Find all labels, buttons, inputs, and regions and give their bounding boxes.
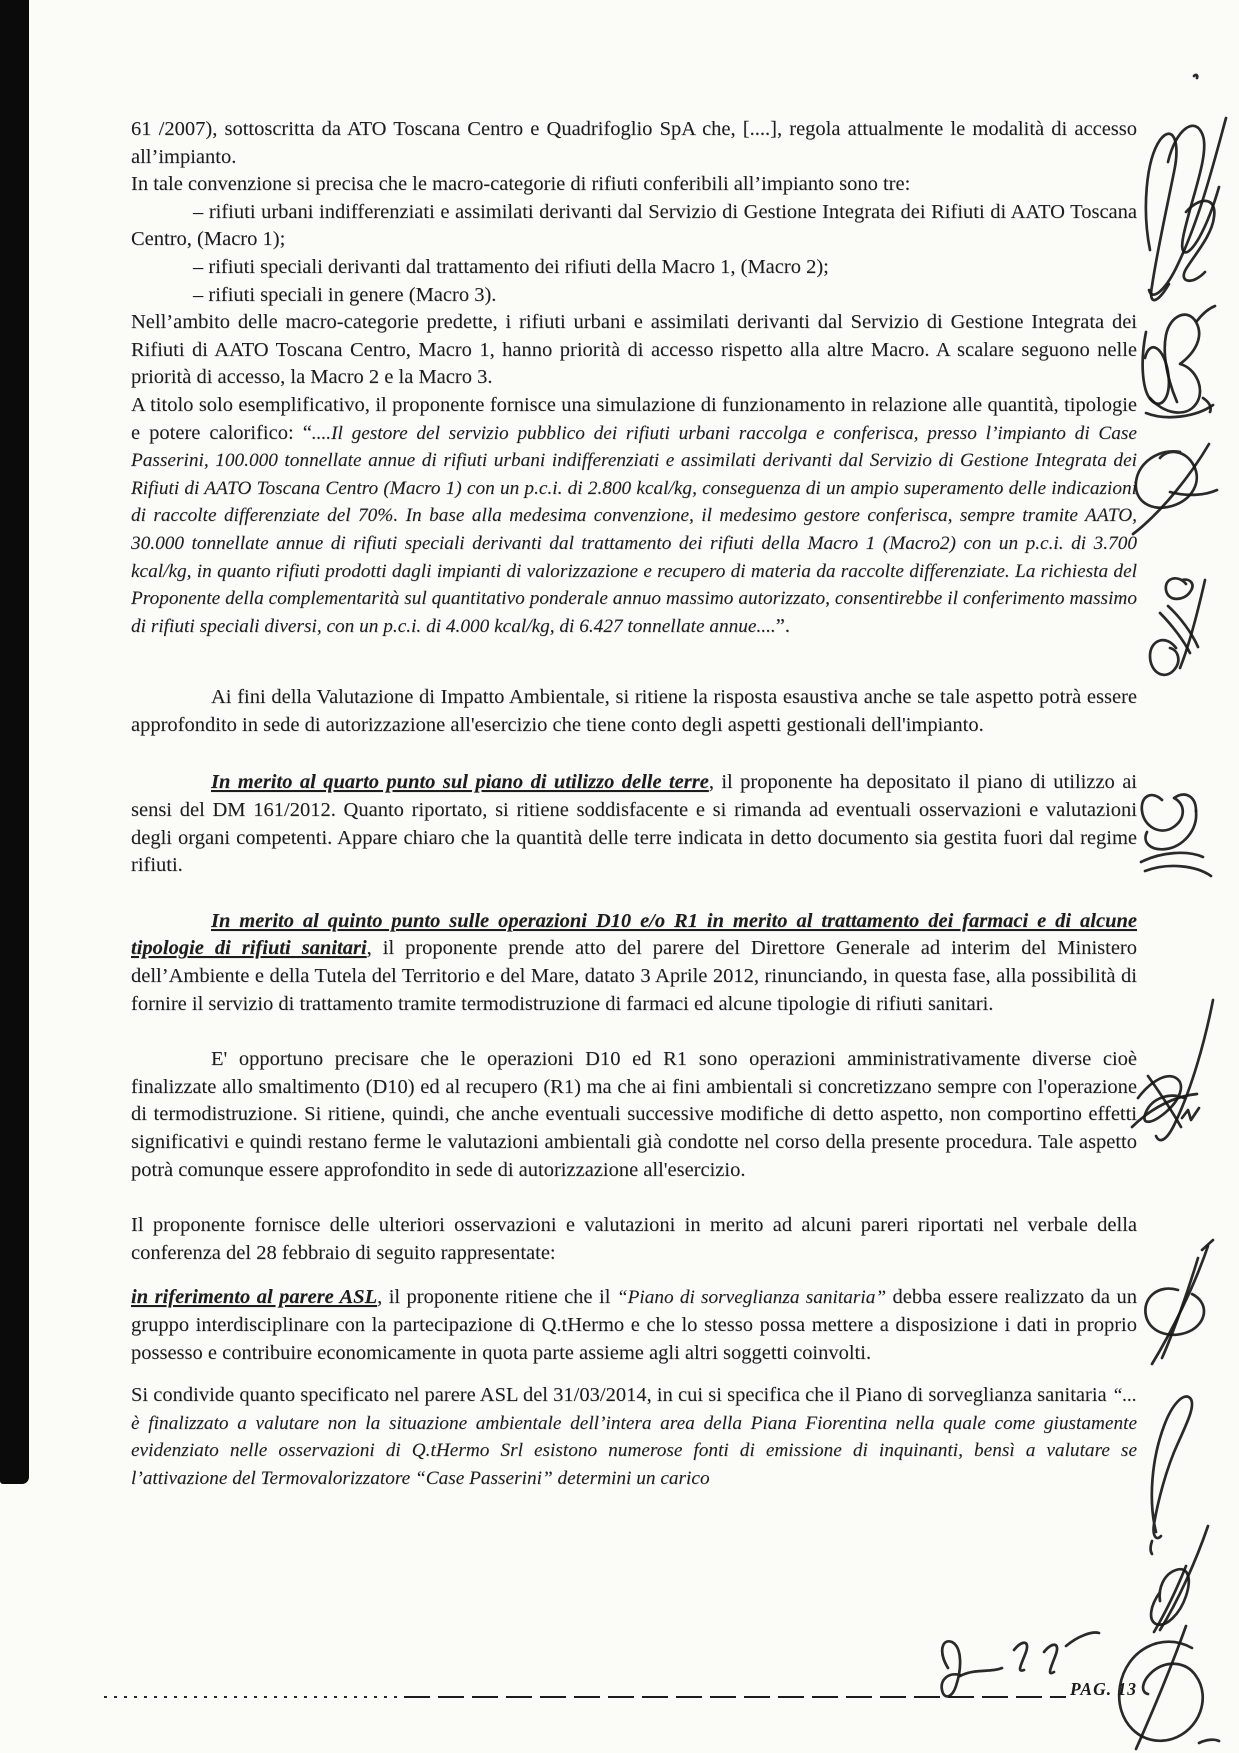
underlined-heading-run: In merito al quinto punto sulle operazioni D10 e/o R1 in merito al trattamento dei farmaci e di alcune tipologie di rifiuti sanitari: [131, 909, 1137, 960]
body-text-run: – rifiuti speciali in genere (Macro 3).: [193, 283, 497, 306]
paragraph-9: [131, 769, 1137, 879]
paragraph-8: [131, 684, 1137, 739]
quoted-italic-run: ....Il gestore del servizio pubblico dei rifiuti urbani raccolga e conferisca, presso l’impianto di Case Passerini, 100.000 tonnellate annue di rifiuti urbani indifferenziati e assimilati derivanti dal Servizio di Gestione Integrata dei Rifiuti di AATO Toscana Centro (Macro 1) con un p.c.i. di 2.800 kcal/kg, conseguenza di un ampio superamento delle indicazioni di raccolte differenziate del 70%. In base alla medesima convenzione, il medesimo gestore conferisca, sempre tramite AATO, 30.000 tonnellate annue di rifiuti speciali derivanti dal trattamento dei rifiuti della Macro 1 (Macro2) con un p.c.i. di 3.700 kcal/kg, in quanto rifiuti prodotti dagli impianti di valorizzazione e recupero di materia da raccolte differenziate. La richiesta del Proponente della complementarità sul quantitativo ponderale annuo massimo autorizzato, consentirebbe il conferimento massimo di rifiuti speciali diversi, con un p.c.i. di 4.000 kcal/kg, di 6.427 tonnellate annue....: [131, 422, 1137, 637]
body-text-run: In tale convenzione si precisa che le macro-categorie di rifiuti conferibili all’impianto sono tre:: [131, 173, 911, 196]
document-body: [131, 116, 1137, 1493]
quoted-italic-run: “Piano di sorveglianza sanitaria”: [616, 1287, 887, 1309]
body-text-run: Ai fini della Valutazione di Impatto Ambientale, si ritiene la risposta esaustiva anche se tale aspetto potrà essere approfondito in sede di autorizzazione all'esercizio che tiene conto degli aspetti gestionali dell'impianto.: [131, 686, 1137, 736]
body-text-run: debba essere realizzato da un gruppo interdisciplinare con la partecipazione di Q.tHermo e che lo stesso possa mettere a disposizione i dati in proprio possesso e contribuire economicamente in quota parte assieme agli altri soggetti coinvolti.: [131, 1286, 1137, 1364]
body-text-run: – rifiuti speciali derivanti dal trattamento dei rifiuti della Macro 1, (Macro 2);: [193, 255, 829, 278]
handwritten-mark-8: [1151, 1396, 1193, 1554]
handwritten-mark-2: [1143, 306, 1215, 417]
handwritten-mark-3: [1133, 444, 1217, 534]
body-text-run: 61 /2007), sottoscritta da ATO Toscana Centro e Quadrifoglio SpA che, [....], regola attualmente le modalità di accesso all’impianto.: [131, 118, 1137, 168]
handwritten-mark-9: [1151, 1526, 1208, 1632]
body-text-run: Nell’ambito delle macro-categorie predette, i rifiuti urbani e assimilati derivanti dal Servizio di Gestione Integrata dei Rifiuti di AATO Toscana Centro, Macro 1, hanno priorità di accesso rispetto alla altre Macro. A scalare seguono nelle priorità di accesso, la Macro 2 e la Macro 3.: [131, 311, 1137, 389]
paragraph-14: [131, 1382, 1137, 1492]
handwritten-mark-7: [1145, 1240, 1213, 1364]
paragraph-10: [131, 908, 1137, 1018]
paragraph-5: [131, 282, 1137, 310]
body-text-run: , il proponente ha depositato il piano di utilizzo ai sensi del DM 161/2012. Quanto riportato, si ritiene soddisfacente e si rimanda ad eventuali osservazioni e valutazioni degli organi competenti. Appare chiaro che la quantità delle terre indicata in detto documento sia gestita fuori dal regime rifiuti.: [131, 771, 1137, 877]
paragraph-13: [131, 1284, 1137, 1367]
body-text-run: Il proponente fornisce delle ulteriori osservazioni e valutazioni in merito ad alcuni pareri riportati nel verbale della conferenza del 28 febbraio di seguito rappresentate:: [131, 1214, 1137, 1264]
paragraph-4: [131, 254, 1137, 282]
body-text-run: ”.: [775, 614, 790, 637]
page-number: PAG. 13: [1070, 1679, 1137, 1699]
body-text-run: Si condivide quanto specificato nel parere ASL del 31/03/2014, in cui si specifica che il Piano di sorveglianza sanitaria: [131, 1384, 1112, 1407]
handwritten-mark-6: [1132, 1000, 1213, 1140]
handwritten-mark-5: [1141, 795, 1211, 876]
handwritten-mark-1: [1146, 75, 1226, 300]
paragraph-7: [131, 392, 1137, 640]
body-text-run: A titolo solo esemplificativo, il proponente fornisce una simulazione di funzionamento in relazione alle quantità, tipologie e potere calorifico: “: [131, 393, 1137, 444]
body-text-run: , il proponente ritiene che il: [377, 1286, 617, 1309]
body-text-run: – rifiuti urbani indifferenziati e assimilati derivanti dal Servizio di Gestione Integrata dei Rifiuti di AATO Toscana Centro, (Macro 1);: [131, 200, 1137, 251]
handwritten-mark-4: [1150, 578, 1205, 675]
underlined-heading-run: in riferimento al parere ASL: [131, 1286, 378, 1309]
footer-rule: [104, 1696, 1066, 1698]
quoted-italic-run: “... è finalizzato a valutare non la situazione ambientale dell’intera area della Piana Fiorentina nella quale come giustamente evidenziato nelle osservazioni di Q.tHermo Srl esistono numerose fonti di emissione di inquinanti, bensì a valutare se l’attivazione del Termovalorizzatore “Case Passerini” determini un carico: [131, 1385, 1137, 1489]
paragraph-3: [131, 199, 1137, 254]
body-text-run: E' opportuno precisare che le operazioni D10 ed R1 sono operazioni amministrativamente diverse cioè finalizzate allo smaltimento (D10) ed al recupero (R1) ma che ai fini ambientali si concretizzano sempre con l'operazione di termodistruzione. Si ritiene, quindi, che anche eventuali successive modifiche di detto aspetto, non comportino effetti significativi e quindi restano ferme le valutazioni ambientali già condotte nel corso della presente procedura. Tale aspetto potrà comunque essere approfondito in sede di autorizzazione all'esercizio.: [131, 1048, 1137, 1181]
paragraph-2: [131, 171, 1137, 199]
paragraph-1: [131, 116, 1137, 171]
scan-edge-artifact: [0, 0, 29, 1484]
body-text-run: , il proponente prende atto del parere del Direttore Generale ad interim del Ministero dell’Ambiente e della Tutela del Territorio e del Mare, datato 3 Aprile 2012, rinunciando, in questa fase, alla possibilità di fornire il servizio di trattamento tramite termodistruzione di farmaci ed alcune tipologie di rifiuti sanitari.: [131, 937, 1137, 1015]
paragraph-6: [131, 309, 1137, 392]
paragraph-11: [131, 1046, 1137, 1184]
paragraph-12: [131, 1212, 1137, 1267]
underlined-heading-run: In merito al quarto punto sul piano di utilizzo delle terre: [211, 771, 709, 794]
